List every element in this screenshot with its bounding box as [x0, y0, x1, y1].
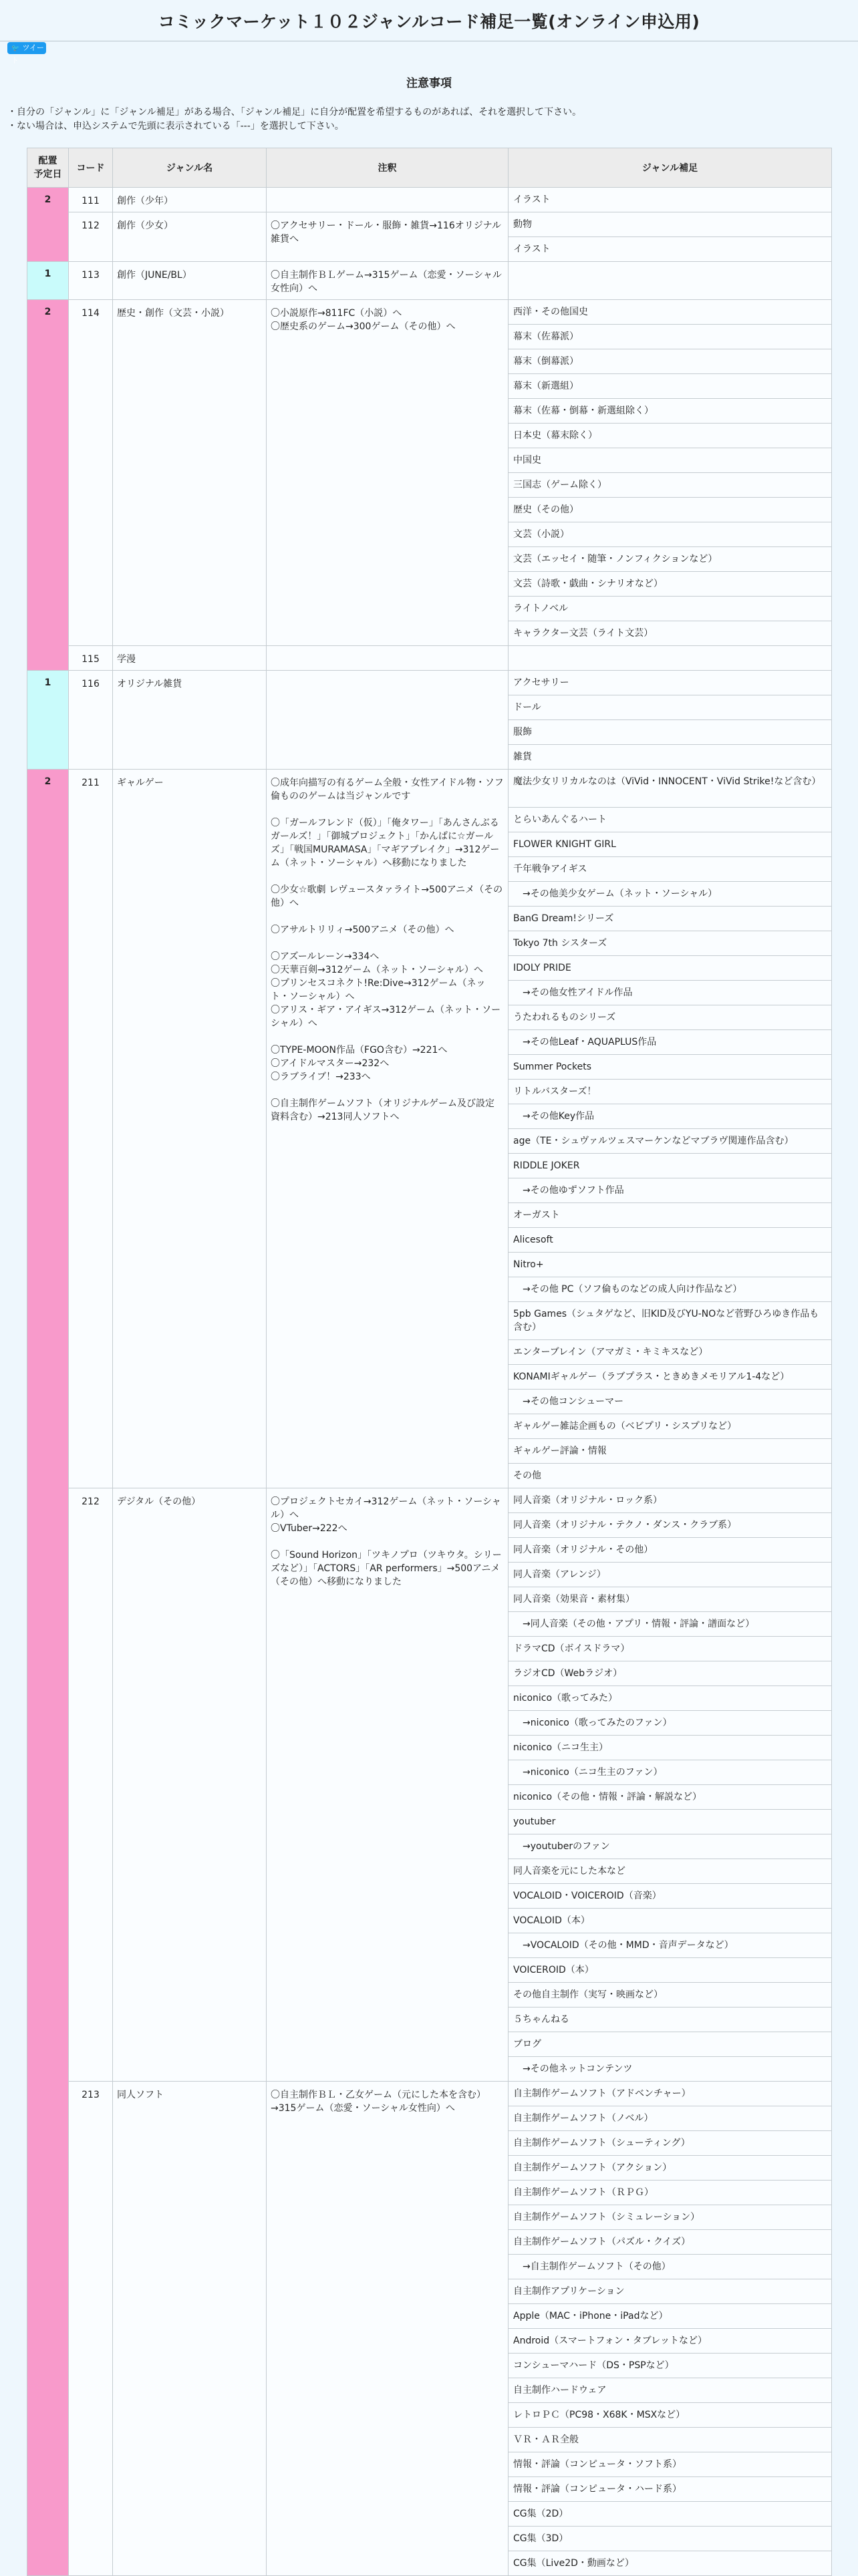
genre-note-cell	[267, 770, 509, 1488]
genre-supplement-cell: →その他 PC（ソフ倫ものなどの成人向け作品など）	[509, 1277, 832, 1302]
genre-supplement-cell: イラスト	[509, 237, 832, 262]
header-day	[27, 148, 69, 188]
day-cell: 2	[27, 770, 69, 2576]
genre-supplement-cell: 同人音楽（アレンジ）	[509, 1563, 832, 1587]
genre-supplement-cell: 西洋・その他国史	[509, 300, 832, 325]
genre-supplement-cell: →その他女性アイドル作品	[509, 981, 832, 1005]
genre-note-cell	[267, 212, 509, 262]
genre-supplement-cell: 自主制作ハードウェア	[509, 2378, 832, 2403]
note-line: 〇アサルトリリィ→500アニメ（その他）へ	[271, 925, 454, 935]
genre-note-cell	[267, 671, 509, 770]
header-code: コード	[69, 148, 113, 188]
genre-supplement-cell: オーガスト	[509, 1203, 832, 1228]
genre-supplement-cell: ５ちゃんねる	[509, 2007, 832, 2032]
genre-supplement-cell	[509, 262, 832, 300]
genre-supplement-cell: 自主制作ゲームソフト（パズル・クイズ）	[509, 2230, 832, 2255]
genre-supplement-cell: 情報・評論（コンピュータ・ソフト系）	[509, 2452, 832, 2477]
genre-supplement-cell: CG集（3D）	[509, 2527, 832, 2551]
day-cell: 2	[27, 188, 69, 262]
table-header-row	[27, 148, 832, 188]
genre-supplement-cell: 幕末（新選組）	[509, 374, 832, 399]
header-genre-supplement: ジャンル補足	[509, 148, 832, 188]
genre-note-cell	[267, 646, 509, 671]
genre-supplement-cell: とらいあんぐるハート	[509, 808, 832, 832]
genre-name-cell: 歴史・創作（文芸・小説）	[113, 300, 267, 646]
genre-supplement-cell: 服飾	[509, 720, 832, 745]
notice-item: ・自分の「ジャンル」に「ジャンル補足」がある場合、「ジャンル補足」に自分が配置を希望するものがあれば、それを選択して下さい。	[7, 107, 582, 118]
twitter-bird-icon: 🐦	[11, 45, 20, 52]
genre-name-cell: ギャルゲー	[113, 770, 267, 1488]
genre-supplement-cell: RIDDLE JOKER	[509, 1154, 832, 1178]
genre-code-table	[27, 148, 832, 2576]
genre-supplement-cell: エンターブレイン（アマガミ・キミキスなど）	[509, 1340, 832, 1365]
genre-supplement-cell: レトロＰＣ（PC98・X68K・MSXなど）	[509, 2403, 832, 2428]
table-row	[27, 671, 832, 695]
genre-supplement-cell: その他	[509, 1464, 832, 1488]
genre-supplement-cell: 日本史（幕末除く）	[509, 424, 832, 448]
note-line: 〇少女☆歌劇 レヴュースタァライト→500アニメ（その他）へ	[271, 884, 503, 909]
genre-supplement-cell: niconico（その他・情報・評論・解説など）	[509, 1785, 832, 1810]
note-line: 〇自主制作ＢＬ・乙女ゲーム（元にした本を含む）→315ゲーム（恋愛・ソーシャル女性向）へ	[271, 2090, 486, 2114]
day-cell: 2	[27, 300, 69, 671]
tweet-button[interactable]	[7, 42, 46, 65]
genre-supplement-cell: VOCALOID・VOICEROID（音楽）	[509, 1884, 832, 1909]
note-line: 〇歴史系のゲーム→300ゲーム（その他）へ	[271, 321, 456, 332]
table-row	[27, 212, 832, 237]
genre-supplement-cell: 情報・評論（コンピュータ・ハード系）	[509, 2477, 832, 2502]
genre-supplement-cell: 自主制作ゲームソフト（シューティング）	[509, 2131, 832, 2156]
section-title: 注意事項	[406, 77, 452, 90]
genre-supplement-cell: ライトノベル	[509, 597, 832, 621]
note-line: 〇TYPE-MOON作品（FGO含む）→221へ	[271, 1045, 448, 1056]
genre-supplement-cell: →その他Key作品	[509, 1104, 832, 1129]
note-line: 〇「Sound Horizon」「ツキノプロ（ツキウタ。シリーズなど）」「ACTORS」「AR performers」→500アニメ（その他）へ移動になりました	[271, 1550, 502, 1587]
genre-name-cell: 創作（JUNE/BL）	[113, 262, 267, 300]
note-line: 〇自主制作ゲームソフト（オリジナルゲーム及び設定資料含む）→213同人ソフトへ	[271, 1098, 495, 1122]
genre-supplement-cell: 同人音楽を元にした本など	[509, 1859, 832, 1884]
note-paragraph	[271, 219, 504, 246]
genre-note-cell	[267, 188, 509, 212]
genre-note-cell	[267, 2082, 509, 2576]
genre-supplement-cell: ドラマCD（ボイスドラマ）	[509, 1637, 832, 1661]
genre-supplement-cell: niconico（歌ってみた）	[509, 1686, 832, 1711]
genre-note-cell	[267, 262, 509, 300]
genre-supplement-cell	[509, 646, 832, 671]
table-row	[27, 770, 832, 808]
genre-supplement-cell: 文芸（小説）	[509, 522, 832, 547]
table-row	[27, 188, 832, 212]
header-day-label: 配置 予定日	[33, 156, 62, 180]
note-line: 〇VTuber→222へ	[271, 1523, 347, 1534]
genre-supplement-cell: 幕末（倒幕派）	[509, 349, 832, 374]
genre-supplement-cell: 同人音楽（効果音・素材集）	[509, 1587, 832, 1612]
genre-code-cell: 213	[69, 2082, 113, 2576]
note-paragraph	[271, 923, 504, 937]
genre-note-cell	[267, 300, 509, 646]
note-line: 〇アズールレーン→334へ	[271, 951, 380, 962]
genre-code-cell: 111	[69, 188, 113, 212]
genre-supplement-cell: ラジオCD（Webラジオ）	[509, 1661, 832, 1686]
genre-name-cell: オリジナル雑貨	[113, 671, 267, 770]
genre-supplement-cell: 自主制作ゲームソフト（アクション）	[509, 2156, 832, 2181]
genre-supplement-cell: CG集（2D）	[509, 2502, 832, 2527]
genre-supplement-cell: VOCALOID（本）	[509, 1909, 832, 1933]
genre-supplement-cell: ドール	[509, 695, 832, 720]
genre-supplement-cell: VOICEROID（本）	[509, 1958, 832, 1983]
genre-supplement-cell: 自主制作ゲームソフト（シミュレーション）	[509, 2205, 832, 2230]
genre-supplement-cell: 幕末（佐幕派）	[509, 325, 832, 349]
note-line: 〇アイドルマスター→232へ	[271, 1058, 390, 1069]
genre-supplement-cell: youtuber	[509, 1810, 832, 1834]
notice-item: ・ない場合は、申込システムで先頭に表示されている「---」を選択して下さい。	[7, 121, 344, 132]
genre-supplement-cell: age（TE・シュヴァルツェスマーケンなどマブラヴ関連作品含む）	[509, 1129, 832, 1154]
genre-supplement-cell: コンシューマハード（DS・PSPなど）	[509, 2354, 832, 2378]
genre-supplement-cell: 同人音楽（オリジナル・ロック系）	[509, 1488, 832, 1513]
note-line: 〇アリス・ギア・アイギス→312ゲーム（ネット・ソーシャル）へ	[271, 1005, 501, 1029]
genre-name-cell: 創作（少女）	[113, 212, 267, 262]
genre-supplement-cell: イラスト	[509, 188, 832, 212]
note-line: 〇自主制作ＢＬゲーム→315ゲーム（恋愛・ソーシャル女性向）へ	[271, 270, 502, 294]
table-row	[27, 300, 832, 325]
genre-supplement-cell: 幕末（佐幕・倒幕・新選組除く）	[509, 399, 832, 424]
genre-supplement-cell: 中国史	[509, 448, 832, 473]
genre-supplement-cell: Summer Pockets	[509, 1055, 832, 1080]
header-genre-name: ジャンル名	[113, 148, 267, 188]
genre-supplement-cell: 同人音楽（オリジナル・その他）	[509, 1538, 832, 1563]
table-row	[27, 2082, 832, 2106]
genre-code-cell: 211	[69, 770, 113, 1488]
genre-supplement-cell: 自主制作アプリケーション	[509, 2279, 832, 2304]
note-paragraph	[271, 950, 504, 1030]
genre-supplement-cell: 同人音楽（オリジナル・テクノ・ダンス・クラブ系）	[509, 1513, 832, 1538]
genre-supplement-cell: Android（スマートフォン・タブレットなど）	[509, 2329, 832, 2354]
genre-supplement-cell: →その他Leaf・AQUAPLUS作品	[509, 1030, 832, 1055]
genre-supplement-cell: 自主制作ゲームソフト（ノベル）	[509, 2106, 832, 2131]
genre-supplement-cell: KONAMIギャルゲー（ラブプラス・ときめきメモリアル1-4など）	[509, 1365, 832, 1390]
genre-code-cell: 116	[69, 671, 113, 770]
genre-supplement-cell: 魔法少女リリカルなのは（ViVid・INNOCENT・ViVid Strike!など含む）	[509, 770, 832, 808]
genre-supplement-cell: →同人音楽（その他・アプリ・情報・評論・譜面など）	[509, 1612, 832, 1637]
genre-supplement-cell: IDOLY PRIDE	[509, 956, 832, 981]
tweet-button-label: ツイート	[11, 44, 44, 65]
genre-supplement-cell: Alicesoft	[509, 1228, 832, 1253]
note-line: 〇プリンセスコネクト!Re:Dive→312ゲーム（ネット・ソーシャル）へ	[271, 978, 486, 1002]
genre-code-cell: 112	[69, 212, 113, 262]
genre-supplement-cell: Tokyo 7th シスターズ	[509, 931, 832, 956]
notice-list	[7, 106, 581, 134]
note-line: 〇小説原作→811FC（小説）へ	[271, 308, 402, 319]
day-cell: 1	[27, 671, 69, 770]
genre-supplement-cell: 動物	[509, 212, 832, 237]
genre-code-cell: 114	[69, 300, 113, 646]
genre-supplement-cell: →youtuberのファン	[509, 1834, 832, 1859]
genre-supplement-cell: 雑貨	[509, 745, 832, 770]
genre-supplement-cell: ギャルゲー評論・情報	[509, 1439, 832, 1464]
genre-supplement-cell: CG集（Live2D・動画など）	[509, 2551, 832, 2576]
genre-name-cell: 創作（少年）	[113, 188, 267, 212]
genre-supplement-cell: →その他ネットコンテンツ	[509, 2057, 832, 2082]
genre-supplement-cell: 千年戦争アイギス	[509, 857, 832, 882]
genre-supplement-cell: →自主制作ゲームソフト（その他）	[509, 2255, 832, 2279]
genre-supplement-cell: →VOCALOID（その他・MMD・音声データなど）	[509, 1933, 832, 1958]
note-paragraph	[271, 2088, 504, 2115]
note-paragraph	[271, 883, 504, 910]
genre-supplement-cell: 自主制作ゲームソフト（アドベンチャー）	[509, 2082, 832, 2106]
genre-supplement-cell: →その他ゆずソフト作品	[509, 1178, 832, 1203]
note-line: 〇ラブライブ！→233へ	[271, 1072, 371, 1082]
page-title: コミックマーケット１０２ジャンルコード補足一覧(オンライン申込用)	[158, 12, 700, 31]
note-paragraph	[271, 1495, 504, 1535]
note-line: 〇成年向描写の有るゲーム全般・女性アイドル物・ソフ倫もののゲームは当ジャンルです	[271, 778, 504, 802]
genre-supplement-cell: 文芸（詩歌・戯曲・シナリオなど）	[509, 572, 832, 597]
genre-supplement-cell: BanG Dream!シリーズ	[509, 907, 832, 931]
genre-supplement-cell: リトルバスターズ！	[509, 1080, 832, 1104]
table-row	[27, 646, 832, 671]
genre-supplement-cell: 自主制作ゲームソフト（ＲＰＧ）	[509, 2181, 832, 2205]
header-note: 注釈	[267, 148, 509, 188]
table-row	[27, 1488, 832, 1513]
genre-supplement-cell: その他自主制作（実写・映画など）	[509, 1983, 832, 2007]
note-line: 〇天華百剣→312ゲーム（ネット・ソーシャル）へ	[271, 965, 483, 975]
note-paragraph	[271, 1043, 504, 1084]
genre-code-cell: 113	[69, 262, 113, 300]
genre-code-cell: 115	[69, 646, 113, 671]
genre-note-cell	[267, 1488, 509, 2082]
genre-name-cell: 学漫	[113, 646, 267, 671]
genre-supplement-cell: Apple（MAC・iPhone・iPadなど）	[509, 2304, 832, 2329]
genre-supplement-cell: →niconico（ニコ生主のファン）	[509, 1760, 832, 1785]
genre-supplement-cell: FLOWER KNIGHT GIRL	[509, 832, 832, 857]
note-paragraph	[271, 307, 504, 333]
note-line: 〇プロジェクトセカイ→312ゲーム（ネット・ソーシャル）へ	[271, 1496, 501, 1520]
note-line: 〇アクセサリー・ドール・服飾・雑貨→116オリジナル雑貨へ	[271, 220, 502, 245]
note-paragraph	[271, 816, 504, 870]
note-paragraph	[271, 1549, 504, 1589]
note-paragraph	[271, 1097, 504, 1124]
genre-name-cell: 同人ソフト	[113, 2082, 267, 2576]
genre-supplement-cell: アクセサリー	[509, 671, 832, 695]
genre-supplement-cell: 歴史（その他）	[509, 498, 832, 522]
genre-supplement-cell: キャラクター文芸（ライト文芸）	[509, 621, 832, 646]
genre-supplement-cell: →その他コンシューマー	[509, 1390, 832, 1414]
genre-supplement-cell: 三国志（ゲーム除く）	[509, 473, 832, 498]
genre-supplement-cell: →niconico（歌ってみたのファン）	[509, 1711, 832, 1736]
day-cell: 1	[27, 262, 69, 300]
genre-supplement-cell: ブログ	[509, 2032, 832, 2057]
note-paragraph	[271, 776, 504, 803]
genre-code-cell: 212	[69, 1488, 113, 2082]
genre-supplement-cell: Nitro+	[509, 1253, 832, 1277]
genre-name-cell: デジタル（その他）	[113, 1488, 267, 2082]
genre-supplement-cell: niconico（ニコ生主）	[509, 1736, 832, 1760]
genre-supplement-cell: 5pb Games（シュタゲなど、旧KID及びYU-NOなど菅野ひろゆき作品も含む）	[509, 1302, 832, 1340]
note-paragraph	[271, 269, 504, 295]
note-line: 〇「ガールフレンド（仮）」「俺タワー」「あんさんぶるガールズ！」「御城プロジェクト」「かんぱに☆ガールズ」「戦国MURAMASA」「マギアブレイク」→312ゲーム（ネット・ソーシャル）へ移動になりました	[271, 818, 500, 868]
table-row	[27, 262, 832, 300]
genre-supplement-cell: ギャルゲー雑誌企画もの（ベビプリ・シスプリなど）	[509, 1414, 832, 1439]
genre-supplement-cell: →その他美少女ゲーム（ネット・ソーシャル）	[509, 882, 832, 907]
genre-supplement-cell: 文芸（エッセイ・随筆・ノンフィクションなど）	[509, 547, 832, 572]
genre-supplement-cell: うたわれるものシリーズ	[509, 1005, 832, 1030]
genre-supplement-cell: ＶＲ・ＡＲ全般	[509, 2428, 832, 2452]
